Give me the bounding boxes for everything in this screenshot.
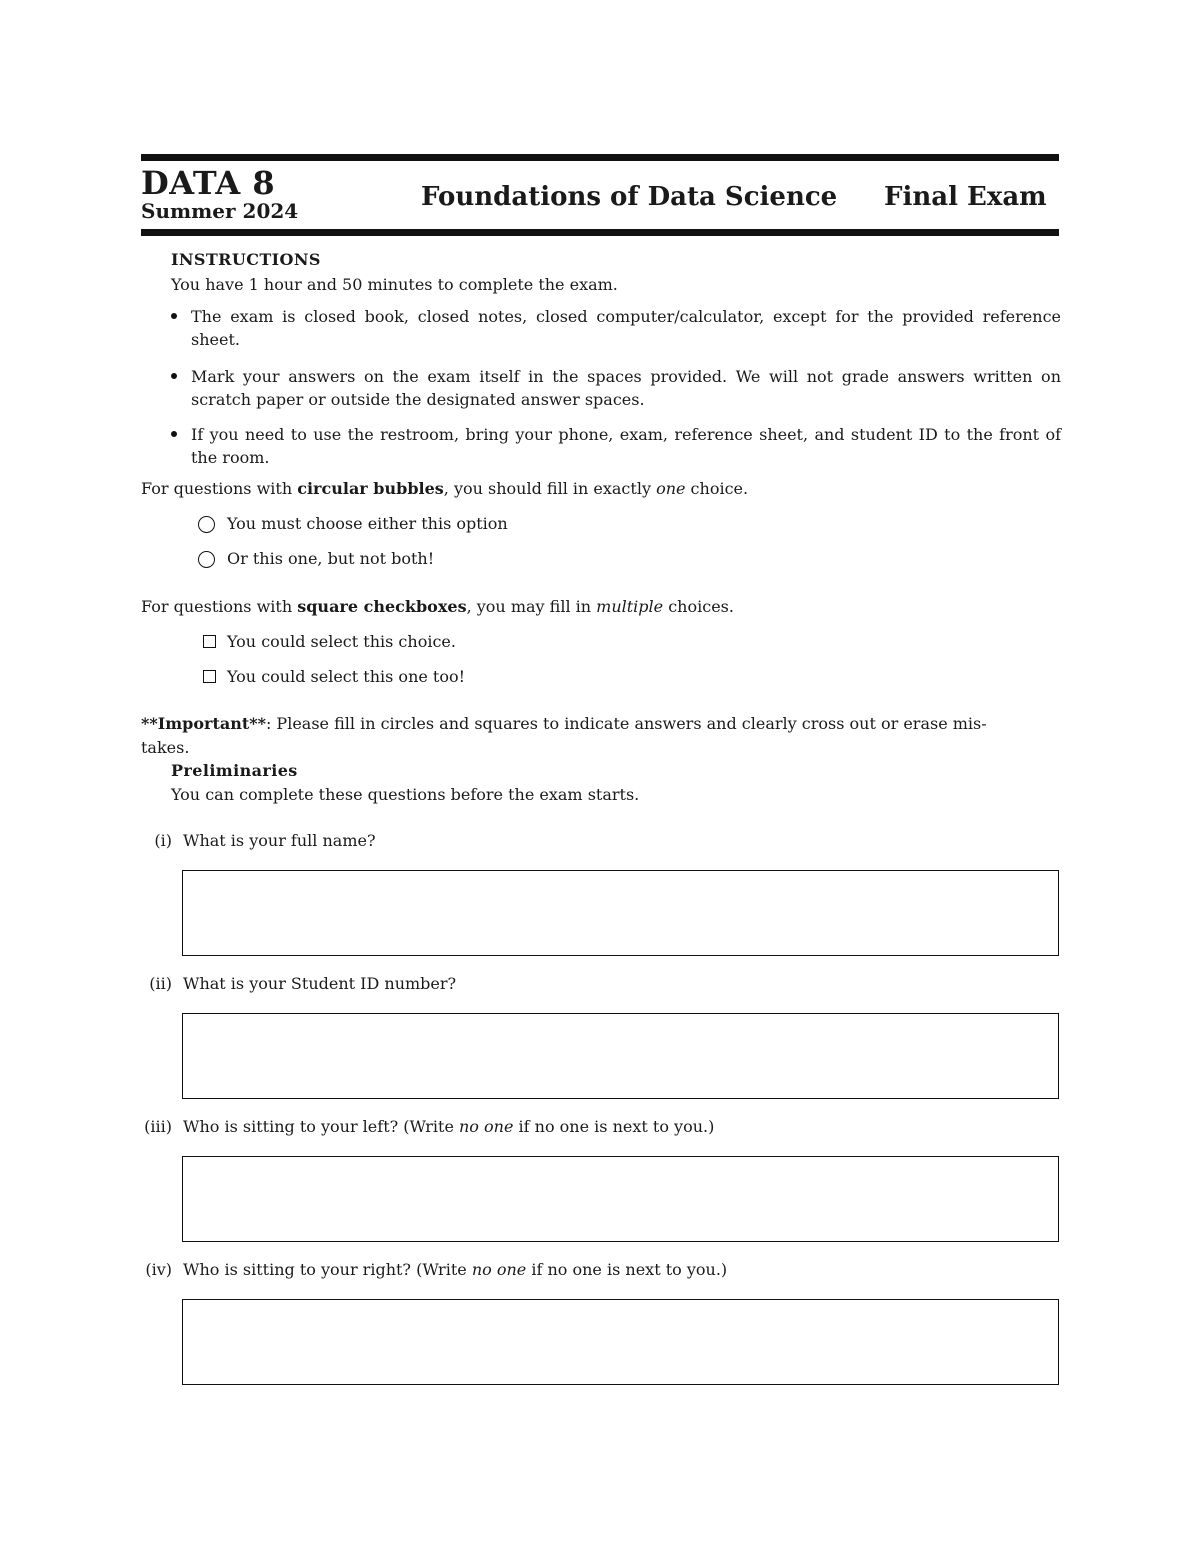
checkbox-option-label: You could select this choice. <box>227 632 456 651</box>
checkboxes-term: square checkboxes <box>297 597 467 616</box>
course-title: Foundations of Data Science <box>421 182 838 212</box>
question-number: (i) <box>154 831 172 850</box>
example-radio-button[interactable] <box>198 551 215 568</box>
example-checkbox[interactable] <box>203 635 216 648</box>
instructions-heading: INSTRUCTIONS <box>171 250 321 269</box>
question-text: What is your Student ID number? <box>183 974 457 993</box>
checkboxes-explanation: For questions with square checkboxes, you may fill in multiple choices. <box>141 597 734 616</box>
header-top-rule <box>141 154 1059 161</box>
question-number: (ii) <box>149 974 172 993</box>
question-number: (iii) <box>144 1117 172 1136</box>
term: Summer 2024 <box>141 199 299 223</box>
bullet-icon <box>171 373 177 379</box>
instruction-bullet: Mark your answers on the exam itself in the spaces provided. We will not grade answers written on scratch paper or outside the designated answer spaces. <box>191 367 1061 409</box>
radio-option-label: You must choose either this option <box>227 514 508 533</box>
student-id-answer-box[interactable] <box>182 1013 1059 1099</box>
question-text: Who is sitting to your right? (Write no one if no one is next to you.) <box>183 1260 728 1279</box>
header-bottom-rule <box>141 229 1059 236</box>
full-name-answer-box[interactable] <box>182 870 1059 956</box>
instruction-bullet: If you need to use the restroom, bring your phone, exam, reference sheet, and student ID to the front of the room. <box>191 425 1061 467</box>
exam-name: Final Exam <box>884 182 1047 212</box>
preliminaries-intro: You can complete these questions before the exam starts. <box>171 785 640 804</box>
bubbles-explanation: For questions with circular bubbles, you should fill in exactly one choice. <box>141 479 749 498</box>
bullet-icon <box>171 313 177 319</box>
important-note-continued: takes. <box>141 738 190 757</box>
question-number: (iv) <box>145 1260 172 1279</box>
radio-option-label: Or this one, but not both! <box>227 549 435 568</box>
right-neighbor-answer-box[interactable] <box>182 1299 1059 1385</box>
instructions-intro: You have 1 hour and 50 minutes to complete the exam. <box>171 275 618 294</box>
instruction-bullet: The exam is closed book, closed notes, closed computer/calculator, except for the provided reference sheet. <box>191 307 1061 349</box>
preliminaries-heading: Preliminaries <box>171 761 298 780</box>
question-text: Who is sitting to your left? (Write no one if no one is next to you.) <box>183 1117 715 1136</box>
example-radio-button[interactable] <box>198 516 215 533</box>
example-checkbox[interactable] <box>203 670 216 683</box>
course-code: DATA 8 <box>141 164 276 202</box>
important-note: **Important**: Please fill in circles and squares to indicate answers and clearly cross out or erase mis- <box>141 714 987 733</box>
bullet-icon <box>171 431 177 437</box>
bubbles-term: circular bubbles <box>297 479 444 498</box>
question-text: What is your full name? <box>183 831 376 850</box>
checkbox-option-label: You could select this one too! <box>227 667 466 686</box>
left-neighbor-answer-box[interactable] <box>182 1156 1059 1242</box>
